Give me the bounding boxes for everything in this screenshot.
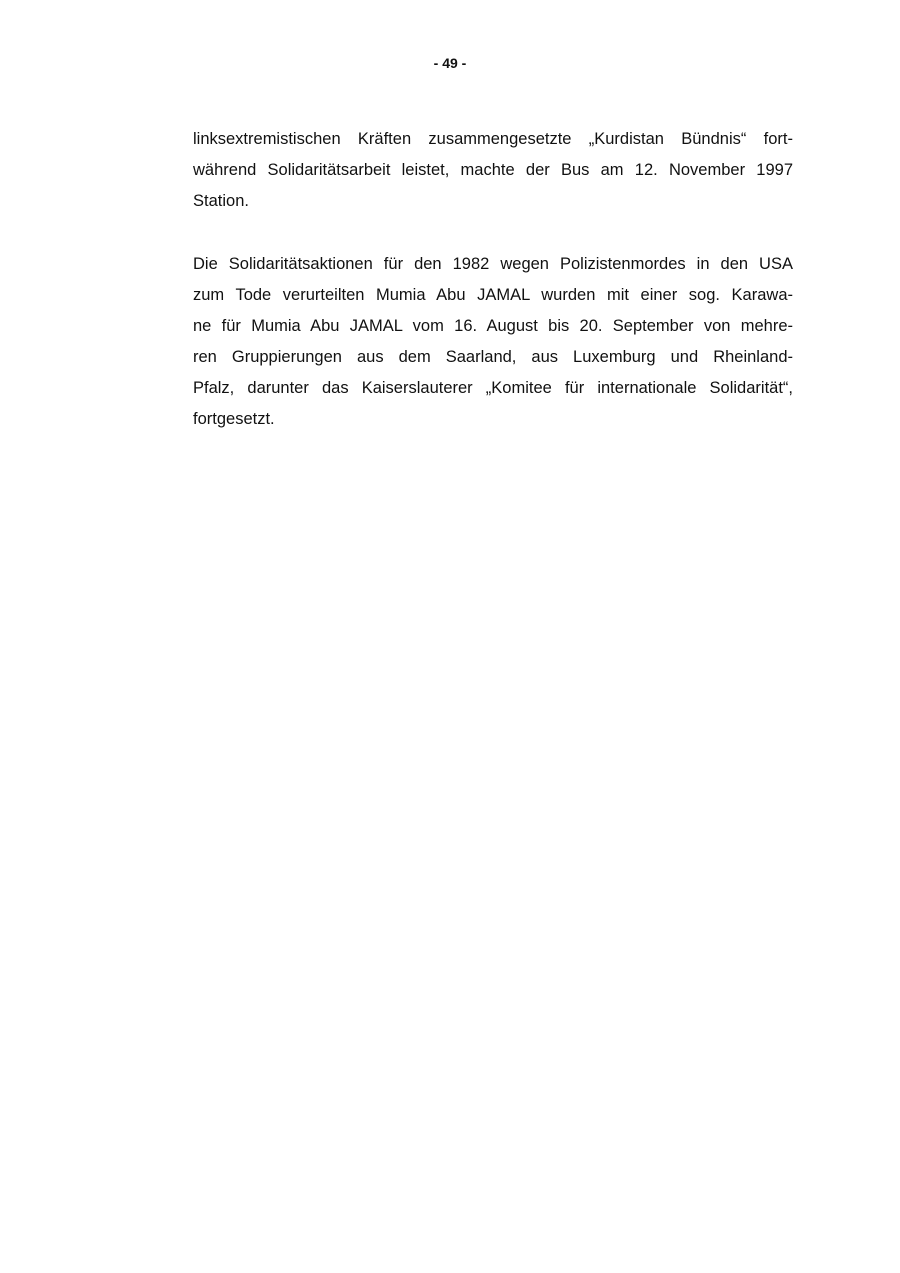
page-number: - 49 - [433,55,467,71]
paragraph-spacer [193,217,793,249]
text-line: während Solidaritätsarbeit leistet, machte der Bus am 12. November 1997 [193,161,793,179]
text-line: linksextremistischen Kräften zusammengesetzte „Kurdistan Bündnis“ fort- [193,130,793,148]
body-text [193,124,793,435]
text-line: Die Solidaritätsaktionen für den 1982 wegen Polizistenmordes in den USA [193,255,793,273]
text-line: ne für Mumia Abu JAMAL vom 16. August bis 20. September von mehre- [193,317,793,335]
text-line: zum Tode verurteilten Mumia Abu JAMAL wurden mit einer sog. Karawa- [193,286,793,304]
text-line: ren Gruppierungen aus dem Saarland, aus Luxemburg und Rheinland- [193,348,793,366]
paragraph-2 [193,249,793,435]
text-line: Station. [193,192,249,210]
text-line: fortgesetzt. [193,410,275,428]
paragraph-1 [193,124,793,217]
text-line: Pfalz, darunter das Kaiserslauterer „Komitee für internationale Solidarität“, [193,379,793,397]
